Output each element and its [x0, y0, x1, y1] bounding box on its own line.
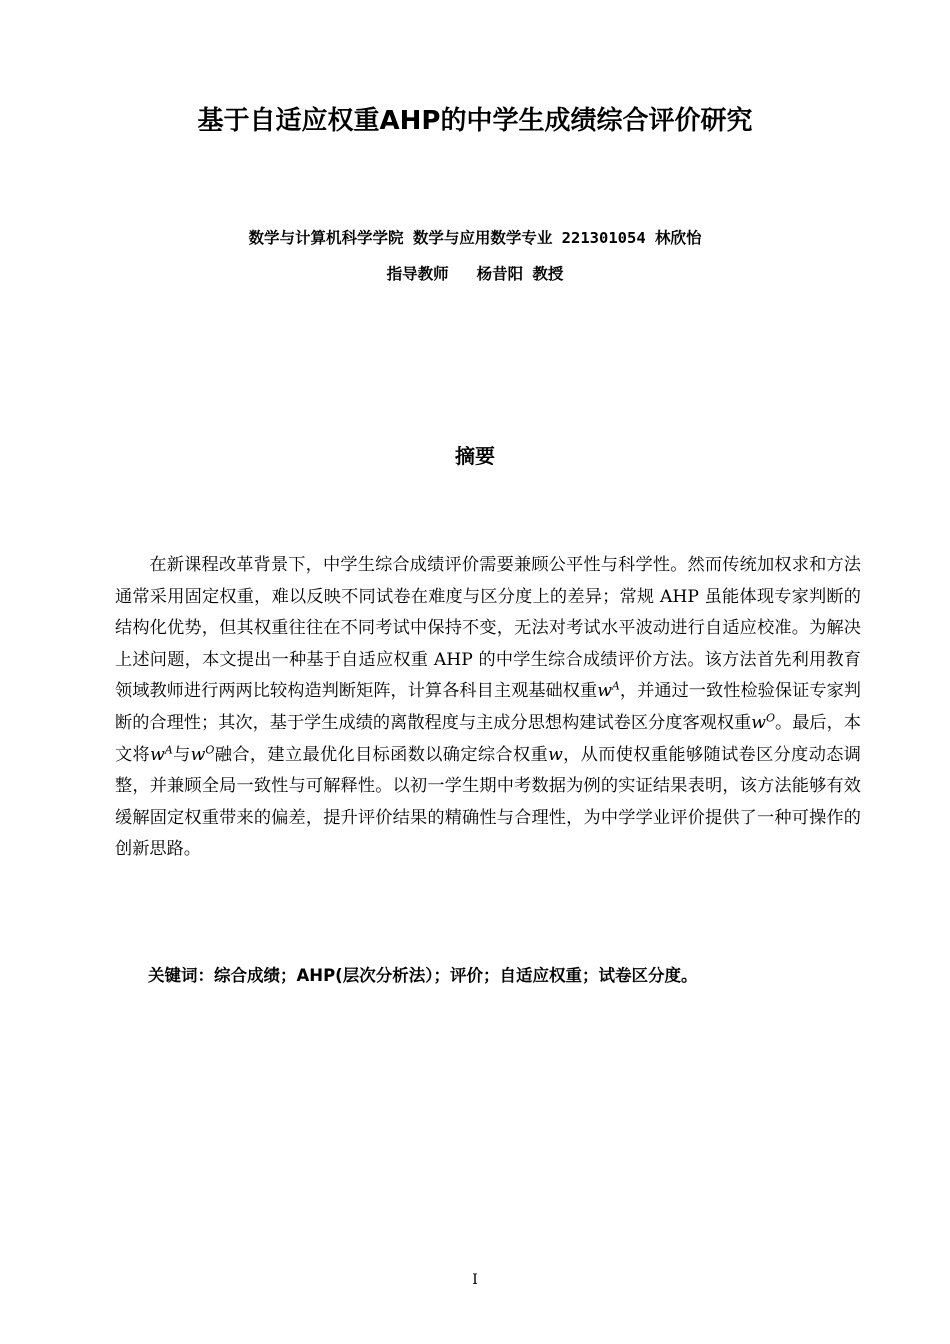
advisor-line: 指导教师 杨昔阳 教授: [386, 265, 564, 283]
math-w: w: [548, 744, 563, 765]
abstract-text-2: ，并通过一致性检验保证专家判断的合理性；其次，基于学生成绩的离散程度与主成分思想构建试卷区分度客观权重: [115, 681, 861, 733]
paper-title: 基于自适应权重AHP的中学生成绩综合评价研究: [197, 106, 753, 136]
math-w-a-2: $w^A$: [150, 742, 173, 765]
keywords-line: 关键词：综合成绩；AHP(层次分析法）；评价；自适应权重；试卷区分度。: [148, 966, 698, 985]
abstract-heading: 摘要: [455, 444, 495, 468]
abstract-text-6: ，从而使权重能够随试卷区分度动态调整，并兼顾全局一致性与可解释性。以初一学生期中考数据为例的实证结果表明，该方法能够有效缓解固定权重带来的偏差，提升评价结果的精确性与合理性，为中学学业评价提供了一种可操作的创新思路。: [115, 744, 861, 860]
math-w-o: $w^O$: [751, 711, 775, 733]
abstract-body: [115, 550, 861, 866]
math-w-a: $w^A$: [597, 679, 620, 702]
abstract-text-1: 在新课程改革背景下，中学生综合成绩评价需要兼顾公平性与科学性。然而传统加权求和方法通常采用固定权重，难以反映不同试卷在难度与区分度上的差异；常规 AHP 虽能体现专家判断的结构化优势，但其权重往往在不同考试中保持不变，无法对考试水平波动进行自适应校准。为解决上述问题，本文提出一种基于自适应权重 AHP 的中学生综合成绩评价方法。该方法首先利用教育领域教师进行两两比较构造判断矩阵，计算各科目主观基础权重: [115, 555, 861, 702]
math-w-o-2: $w^O$: [190, 742, 215, 765]
author-line: 数学与计算机科学学院 数学与应用数学专业 221301054 林欣怡: [248, 229, 702, 247]
abstract-text-3: 。最后，本文将: [115, 712, 861, 765]
abstract-text-4: 与: [172, 744, 191, 765]
page-number: I: [472, 1272, 478, 1288]
abstract-text-5: 融合，建立最优化目标函数以确定综合权重: [214, 744, 549, 765]
